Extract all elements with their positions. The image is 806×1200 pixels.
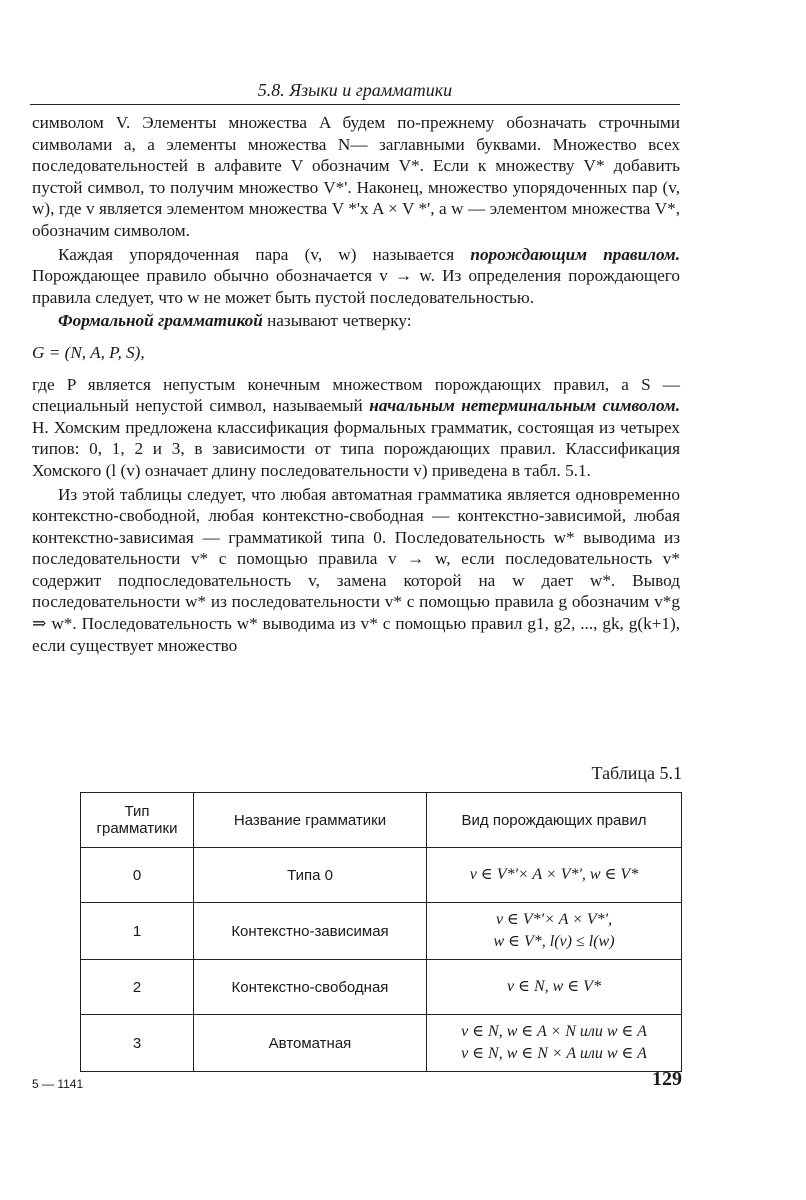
rule-line: v ∈ N, w ∈ A × N или w ∈ A bbox=[461, 1023, 647, 1040]
cell-type: 1 bbox=[81, 903, 194, 960]
table-row bbox=[81, 903, 682, 960]
paragraph-4 bbox=[32, 374, 680, 482]
cell-type: 3 bbox=[81, 1015, 194, 1072]
rule-line: v ∈ V*'× A × V*', bbox=[495, 911, 613, 928]
table-row bbox=[81, 1015, 682, 1072]
header-name: Название грамматики bbox=[194, 793, 427, 848]
paragraph-4-lead: где P является непустым конечным множеством порождающих правил, а S — специальный непустой символ, называемый bbox=[32, 374, 680, 416]
running-header bbox=[30, 78, 680, 105]
cell-name: Автоматная bbox=[194, 1015, 427, 1072]
paragraph-1: символом V. Элементы множества A будем по-прежнему обозначать строчными символами a, а элементы множества N— заглавными буквами. Множество всех последовательностей в алфавите V обозначим V*. Если к множеству V* добавить пустой символ, то получим множество V*'. Наконец, множество упорядоченных пар (v, w), где v является элементом множества V *'x A × V *', а w — элементом множества V*, обозначим символом. bbox=[32, 113, 680, 240]
cell-name: Типа 0 bbox=[194, 848, 427, 903]
term-formal-grammar: Формальной грамматикой bbox=[58, 311, 263, 331]
rule-line: v ∈ V*'× A × V*', w ∈ V* bbox=[469, 866, 639, 883]
paragraph-2 bbox=[32, 244, 680, 309]
chomsky-table bbox=[80, 792, 682, 1072]
printer-signature: 5 — 1141 bbox=[32, 1077, 84, 1091]
table-header-row bbox=[81, 793, 682, 848]
cell-rule bbox=[427, 903, 682, 960]
body-text bbox=[32, 112, 680, 656]
header-type: Тип грамматики bbox=[81, 793, 194, 848]
cell-rule bbox=[427, 960, 682, 1015]
cell-rule bbox=[427, 848, 682, 903]
page-number: 129 bbox=[652, 1068, 682, 1090]
rule-line: w ∈ V*, l(v) ≤ l(w) bbox=[493, 933, 615, 950]
paragraph-3-rest: называют четверку: bbox=[267, 311, 412, 331]
paragraph-2-rest: Порождающее правило обычно обозначается v → w. Из определения порождающего правила следует, что w не может быть пустой последовательностью. bbox=[32, 266, 680, 307]
rule-line: v ∈ N, w ∈ N × A или w ∈ A bbox=[461, 1045, 647, 1062]
running-header-title: 5.8. Языки и грамматики bbox=[257, 80, 453, 100]
paragraph-2-lead: Каждая упорядоченная пара (v, w) называется bbox=[58, 244, 455, 264]
paragraph-4-rest: Н. Хомским предложена классификация формальных грамматик, состоящая из четырех типов: 0, 1, 2 и 3, в зависимости от типа порождающих правил. Классификация Хомского (l (v) означает длину последовательности v) приведена в табл. 5.1. bbox=[32, 417, 680, 480]
cell-rule bbox=[427, 1015, 682, 1072]
term-start-symbol: начальным нетерминальным символом. bbox=[369, 396, 681, 416]
header-rule: Вид порождающих правил bbox=[427, 793, 682, 848]
paragraph-3 bbox=[32, 310, 680, 332]
term-generating-rule: порождающим правилом. bbox=[470, 244, 681, 264]
formula-grammar: G = (N, A, P, S), bbox=[32, 342, 145, 362]
table-caption: Таблица 5.1 bbox=[591, 763, 682, 783]
cell-name: Контекстно-свободная bbox=[194, 960, 427, 1015]
table-row bbox=[81, 848, 682, 903]
rule-line: v ∈ N, w ∈ V* bbox=[507, 978, 601, 995]
cell-type: 0 bbox=[81, 848, 194, 903]
cell-type: 2 bbox=[81, 960, 194, 1015]
table-row bbox=[81, 960, 682, 1015]
paragraph-5: Из этой таблицы следует, что любая автоматная грамматика является одновременно контекстно-свободной, любая контекстно-свободная — контекстно-зависимой, любая контекстно-зависимая — грамматикой типа 0. Последовательность w* выводима из последовательности v* с помощью правила v → w, если последовательность v* содержит подпоследовательность v, замена которой на w дает w*. Вывод последовательности w* из последовательности v* с помощью правила g обозначим v*g ⇒ w*. Последовательность w* выводима из v* с помощью правил g1, g2, ..., gk, g(k+1), если существует множество bbox=[32, 484, 680, 655]
cell-name: Контекстно-зависимая bbox=[194, 903, 427, 960]
